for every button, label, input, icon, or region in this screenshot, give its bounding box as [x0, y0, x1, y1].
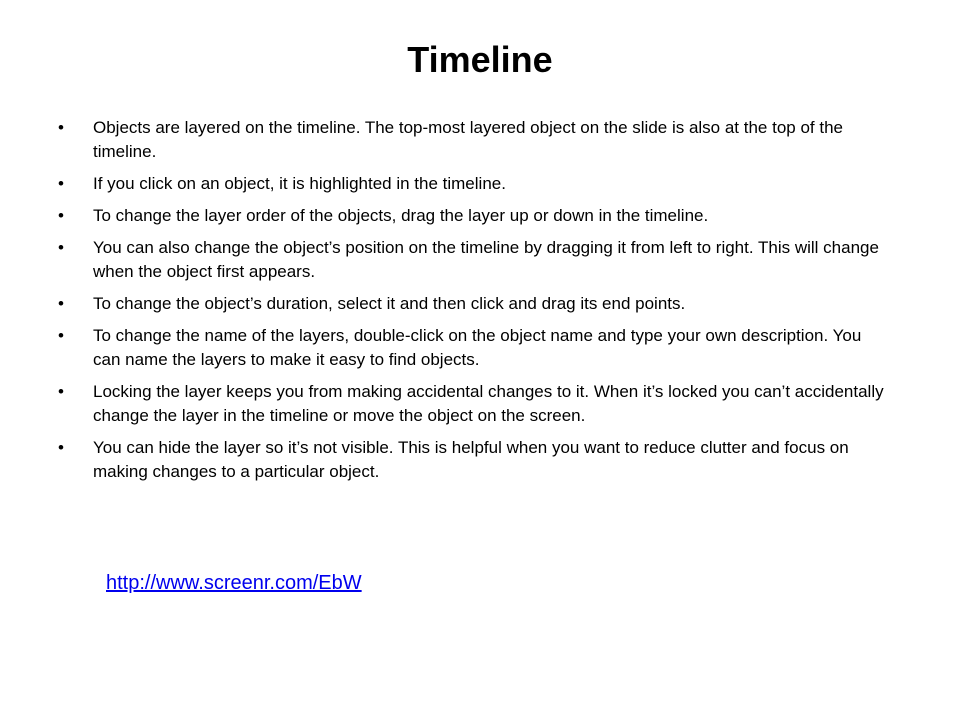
bullet-icon: •: [58, 206, 64, 225]
bullet-text: Locking the layer keeps you from making accidental changes to it. When it’s locked you can’t accidentally change the layer in the timeline or move the object on the screen.: [93, 382, 884, 425]
bullet-text: To change the layer order of the objects, drag the layer up or down in the timeline.: [93, 206, 709, 225]
bullet-text: To change the name of the layers, double-click on the object name and type your own description. You can name the layers to make it easy to find objects.: [93, 326, 862, 369]
bullet-icon: •: [58, 238, 64, 257]
bullet-icon: •: [58, 174, 64, 193]
bullet-item: [58, 292, 888, 316]
bullet-text: Objects are layered on the timeline. The top-most layered object on the slide is also at the top of the timeline.: [93, 118, 844, 161]
bullet-item: [58, 116, 888, 164]
bullet-item: [58, 236, 888, 284]
bullet-icon: •: [58, 118, 64, 137]
bullet-item: [58, 324, 888, 372]
bullet-icon: •: [58, 438, 64, 457]
bullet-item: [58, 204, 888, 228]
bullet-text: To change the object’s duration, select it and then click and drag its end points.: [93, 294, 686, 313]
bullet-text: If you click on an object, it is highlighted in the timeline.: [93, 174, 506, 193]
bullet-item: [58, 436, 888, 484]
bullet-icon: •: [58, 294, 64, 313]
bullet-item: [58, 380, 888, 428]
bullet-item: [58, 172, 888, 196]
bullet-text: You can hide the layer so it’s not visible. This is helpful when you want to reduce clutter and focus on making changes to a particular object.: [93, 438, 849, 481]
screenr-link[interactable]: http://www.screenr.com/EbW: [106, 572, 362, 594]
bullet-list: [58, 116, 888, 492]
bullet-icon: •: [58, 326, 64, 345]
bullet-text: You can also change the object’s position on the timeline by dragging it from left to right. This will change when the object first appears.: [93, 238, 879, 281]
slide-title: Timeline: [407, 39, 553, 80]
bullet-icon: •: [58, 382, 64, 401]
